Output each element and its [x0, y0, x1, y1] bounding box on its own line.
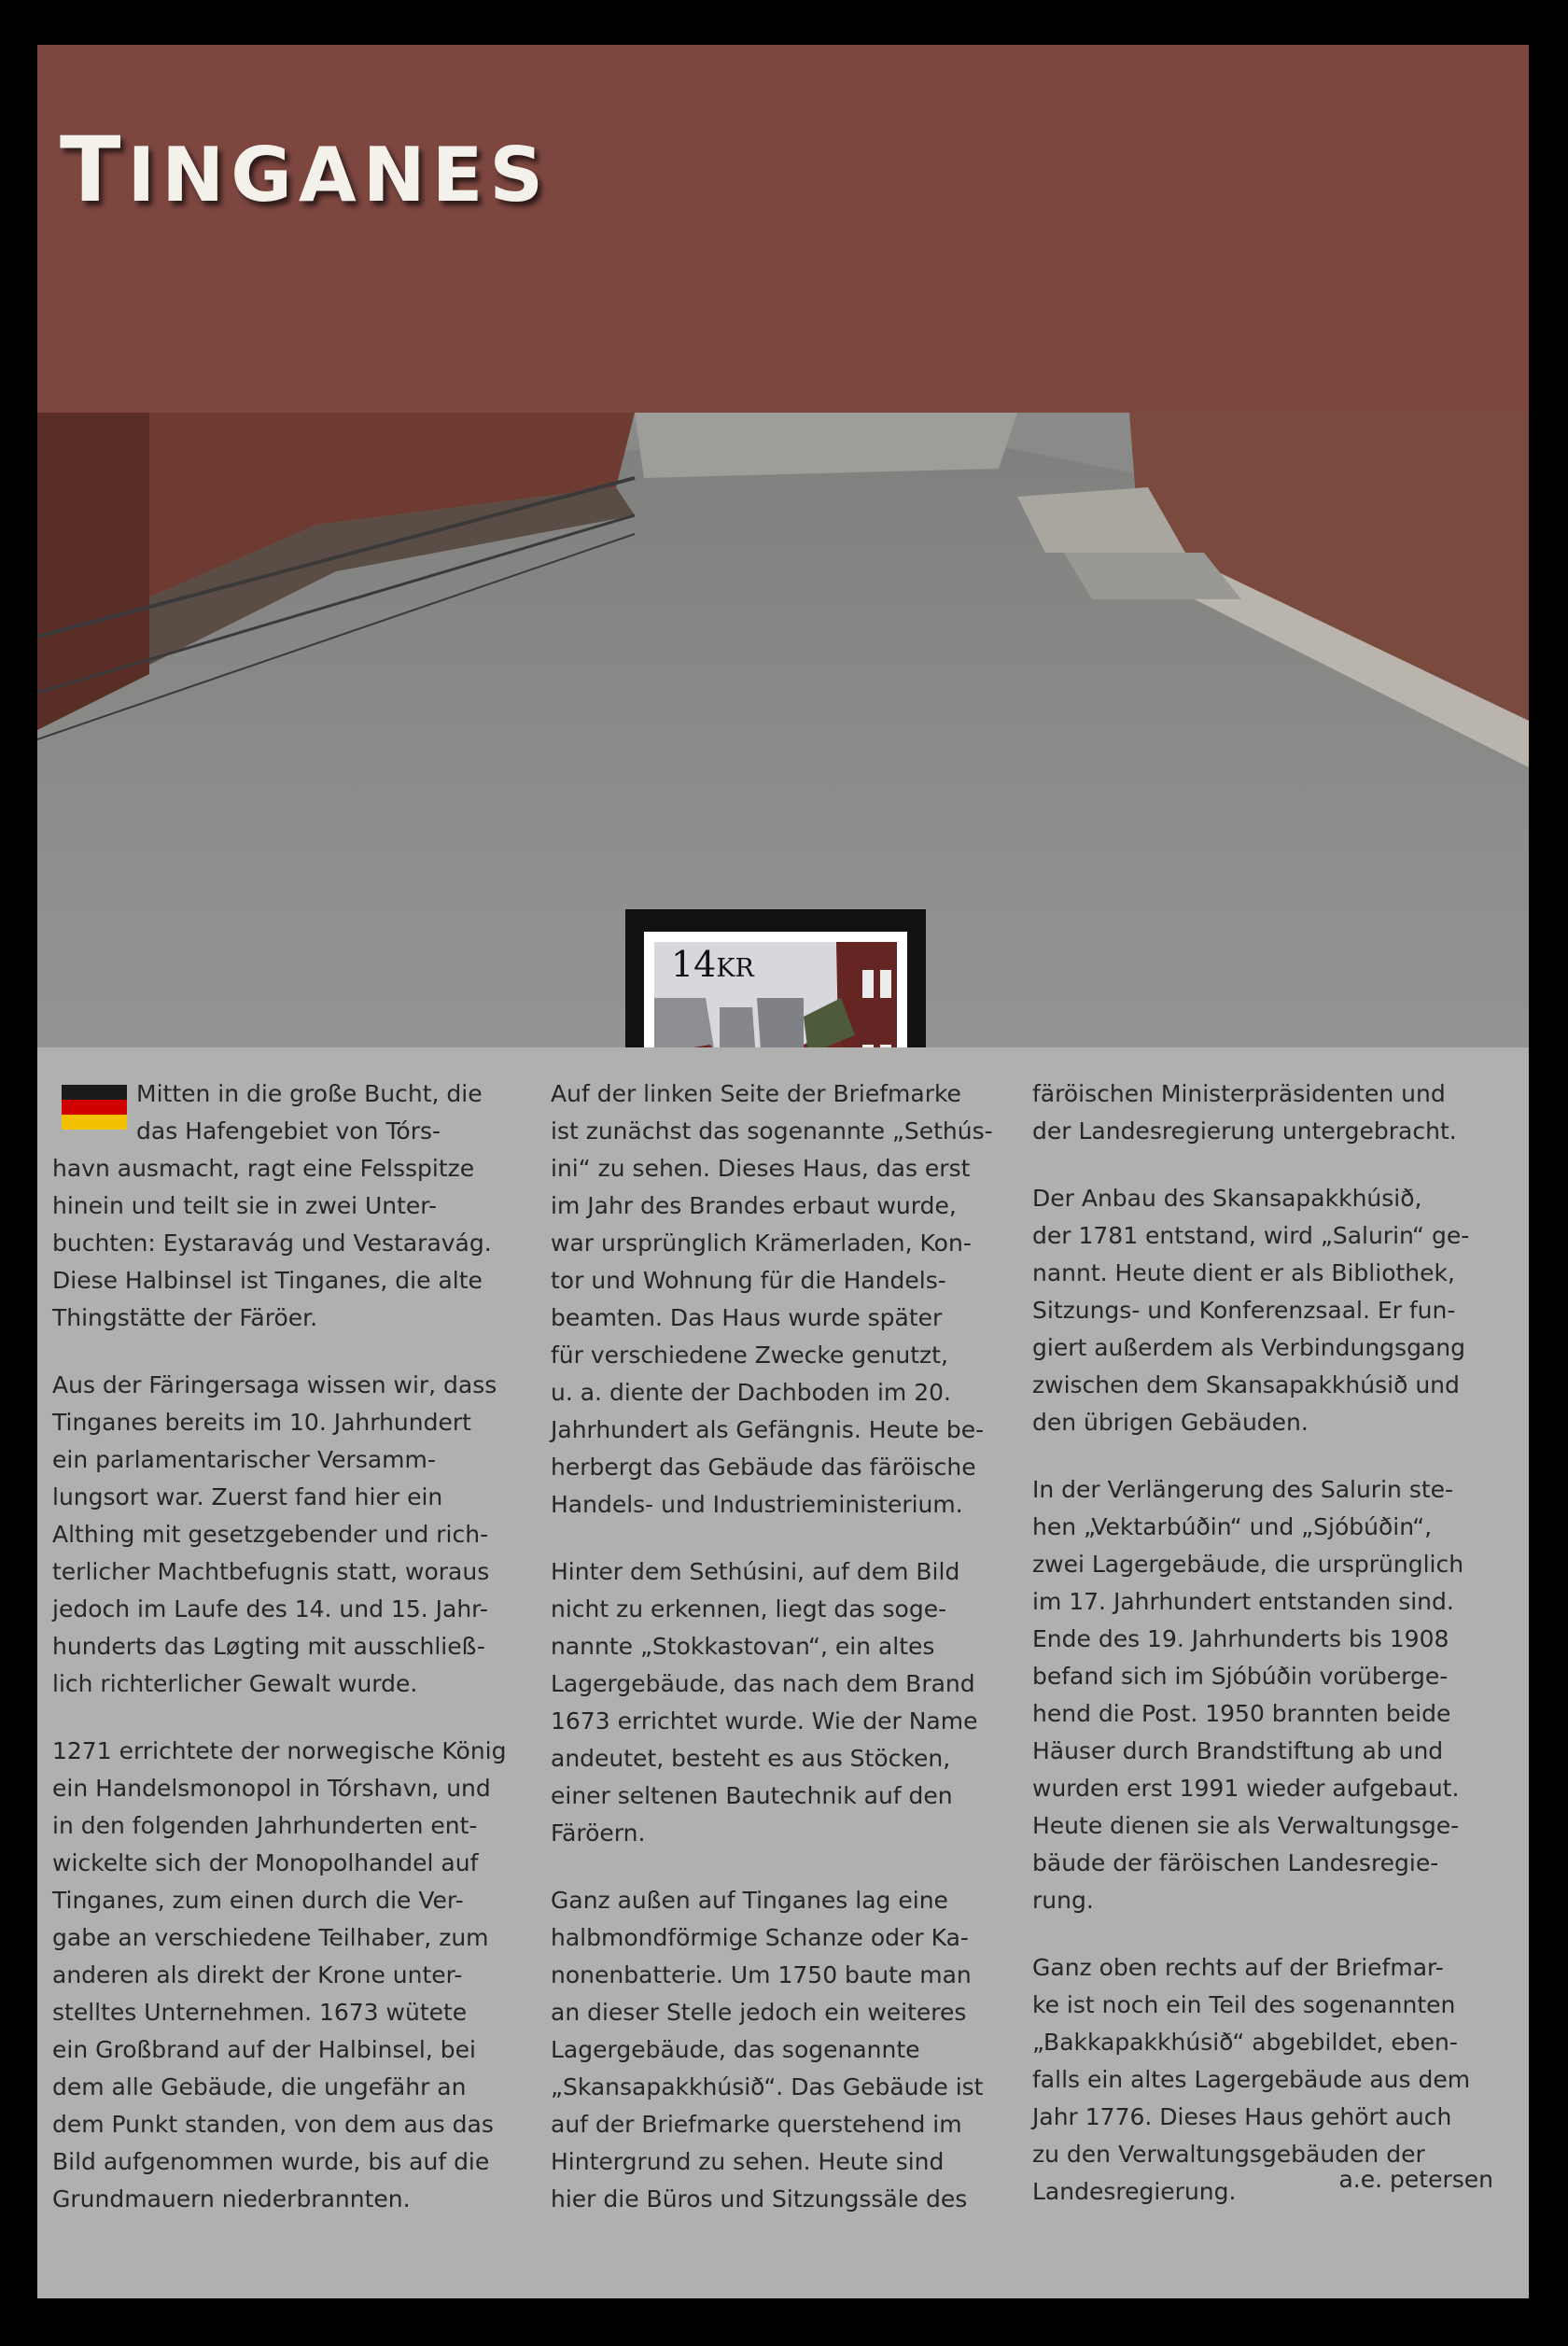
text-line: buchten: Eystaravág und Vestaravág. — [52, 1229, 492, 1257]
text-line: befand sich im Sjóbúðin vorüberge- — [1032, 1663, 1449, 1690]
text-line: Jahr 1776. Dieses Haus gehört auch — [1032, 2103, 1452, 2130]
text-line: ein Handelsmonopol in Tórshavn, und — [52, 1775, 491, 1802]
text-line: herbergt das Gebäude das färöische — [551, 1454, 976, 1481]
text-line: im 17. Jahrhundert entstanden sind. — [1032, 1588, 1454, 1615]
stamp-value — [671, 944, 754, 985]
text-line: Diese Halbinsel ist Tinganes, die alte — [52, 1267, 483, 1294]
text-line: nonenbatterie. Um 1750 baute man — [551, 1961, 972, 1988]
text-line: tor und Wohnung für die Handels- — [551, 1267, 946, 1294]
stamp-mount — [625, 909, 926, 1047]
text-line: ein Großbrand auf der Halbinsel, bei — [52, 2036, 476, 2063]
text-line: Lagergebäude, das nach dem Brand — [551, 1670, 975, 1697]
text-line: u. a. diente der Dachboden im 20. — [551, 1379, 951, 1406]
text-line: einer seltenen Bautechnik auf den — [551, 1782, 953, 1809]
text-line: falls ein altes Lagergebäude aus dem — [1032, 2066, 1471, 2093]
stamp-value-number: 14 — [671, 944, 717, 985]
text-line: ein parlamentarischer Versamm- — [52, 1446, 436, 1473]
text-line: Heute dienen sie als Verwaltungsge- — [1032, 1812, 1460, 1839]
text-line: der Landesregierung untergebracht. — [1032, 1117, 1457, 1145]
text-line: Häuser durch Brandstiftung ab und — [1032, 1737, 1444, 1764]
text-line: auf der Briefmarke querstehend im — [551, 2111, 962, 2138]
text-line: nicht zu erkennen, liegt das soge- — [551, 1595, 947, 1623]
text-line: Landesregierung. — [1032, 2178, 1237, 2205]
text-line: an dieser Stelle jedoch ein weiteres — [551, 1999, 967, 2026]
text-line: zwei Lagergebäude, die ursprünglich — [1032, 1551, 1464, 1578]
text-line: Ende des 19. Jahrhunderts bis 1908 — [1032, 1625, 1449, 1652]
text-line: Auf der linken Seite der Briefmarke — [551, 1080, 961, 1107]
text-line: Handels- und Industrieministerium. — [551, 1491, 963, 1518]
page-title — [60, 118, 550, 222]
text-line: halbmondförmige Schanze oder Ka- — [551, 1924, 969, 1951]
text-line: den übrigen Gebäuden. — [1032, 1409, 1309, 1436]
text-line: nannt. Heute dient er als Bibliothek, — [1032, 1259, 1455, 1286]
text-line: Der Anbau des Skansapakkhúsið, — [1032, 1185, 1422, 1212]
text-line: Grundmauern niederbrannten. — [52, 2185, 411, 2213]
stamp-currency: KR — [716, 954, 754, 983]
text-line: Aus der Färingersaga wissen wir, dass — [52, 1371, 497, 1398]
text-line: nannte „Stokkastovan“, ein altes — [551, 1633, 935, 1660]
text-line: der 1781 entstand, wird „Salurin“ ge- — [1032, 1222, 1470, 1249]
background-photo — [37, 413, 1529, 1047]
text-line: Tinganes bereits im 10. Jahrhundert — [52, 1409, 471, 1436]
title-rest: INGANES — [127, 132, 550, 218]
text-line: 1271 errichtete der norwegische König — [52, 1737, 507, 1764]
paragraph — [551, 1882, 1017, 2218]
text-line: ke ist noch ein Teil des sogenannten — [1032, 1991, 1456, 2018]
text-line: bäude der färöischen Landesregie- — [1032, 1849, 1439, 1876]
text-line: dem Punkt standen, von dem aus das — [52, 2111, 494, 2138]
text-line: gabe an verschiedene Teilhaber, zum — [52, 1924, 489, 1951]
text-line: anderen als direkt der Krone unter- — [52, 1961, 463, 1988]
text-line: „Skansapakkhúsið“. Das Gebäude ist — [551, 2073, 984, 2100]
text-line: terlicher Machtbefugnis statt, woraus — [52, 1558, 490, 1585]
text-line: andeutet, besteht es aus Stöcken, — [551, 1745, 951, 1772]
text-line: 1673 errichtet wurde. Wie der Name — [551, 1707, 978, 1735]
text-line: hen „Vektarbúðin“ und „Sjóbúðin“, — [1032, 1513, 1433, 1540]
text-line: Hintergrund zu sehen. Heute sind — [551, 2148, 945, 2175]
text-line: wurden erst 1991 wieder aufgebaut. — [1032, 1775, 1460, 1802]
text-line: Ganz außen auf Tinganes lag eine — [551, 1887, 948, 1914]
text-line: stelltes Unternehmen. 1673 wütete — [52, 1999, 468, 2026]
text-line: Hinter dem Sethúsini, auf dem Bild — [551, 1558, 960, 1585]
text-line: Thingstätte der Färöer. — [52, 1304, 318, 1331]
text-line: „Bakkapakkhúsið“ abgebildet, eben- — [1032, 2029, 1458, 2056]
text-line: war ursprünglich Krämerladen, Kon- — [551, 1229, 972, 1257]
text-line: havn ausmacht, ragt eine Felsspitze — [52, 1155, 475, 1182]
title-banner — [37, 45, 1529, 413]
paragraph — [1032, 1471, 1499, 1919]
text-line: färöischen Ministerpräsidenten und — [1032, 1080, 1446, 1107]
text-line: In der Verlängerung des Salurin ste- — [1032, 1476, 1454, 1503]
text-line: für verschiedene Zwecke genutzt, — [551, 1342, 948, 1369]
text-line: Tinganes, zum einen durch die Ver- — [52, 1887, 464, 1914]
text-column-3 — [1032, 1075, 1499, 2241]
text-line: beamten. Das Haus wurde später — [551, 1304, 943, 1331]
text-line: jedoch im Laufe des 14. und 15. Jahr- — [52, 1595, 488, 1623]
paragraph — [52, 1733, 519, 2218]
text-line: hinein und teilt sie in zwei Unter- — [52, 1192, 437, 1219]
text-line: wickelte sich der Monopolhandel auf — [52, 1849, 479, 1876]
paragraph — [52, 1075, 519, 1337]
text-line: das Hafengebiet von Tórs- — [136, 1117, 441, 1145]
text-line: rung. — [1032, 1887, 1094, 1914]
text-line: Bild aufgenommen wurde, bis auf die — [52, 2148, 490, 2175]
stamp-picture — [654, 942, 897, 1047]
text-column-1 — [52, 1075, 519, 2248]
text-line: Althing mit gesetzgebender und rich- — [52, 1521, 489, 1548]
text-line: hend die Post. 1950 brannten beide — [1032, 1700, 1451, 1727]
text-line: zu den Verwaltungsgebäuden der — [1032, 2141, 1425, 2168]
paragraph — [551, 1075, 1017, 1524]
text-line: Ganz oben rechts auf der Briefmar- — [1032, 1954, 1444, 1981]
paragraph — [1032, 1075, 1499, 1150]
paragraph — [52, 1367, 519, 1703]
paragraph — [551, 1553, 1017, 1852]
text-line: hunderts das Løgting mit ausschließ- — [52, 1633, 485, 1660]
text-line: Jahrhundert als Gefängnis. Heute be- — [551, 1416, 985, 1443]
text-line: dem alle Gebäude, die ungefähr an — [52, 2073, 467, 2100]
title-initial: T — [60, 118, 128, 222]
text-line: giert außerdem als Verbindungsgang — [1032, 1334, 1465, 1361]
text-line: Lagergebäude, das sogenannte — [551, 2036, 920, 2063]
text-line: lich richterlicher Gewalt wurde. — [52, 1670, 418, 1697]
text-column-2 — [551, 1075, 1017, 2248]
postage-stamp — [644, 932, 907, 1047]
text-line: lungsort war. Zuerst fand hier ein — [52, 1483, 443, 1510]
text-line: hier die Büros und Sitzungssäle des — [551, 2185, 968, 2213]
paragraph — [1032, 1180, 1499, 1441]
text-line: Sitzungs- und Konferenzsaal. Er fun- — [1032, 1297, 1456, 1324]
author-signature: a.e. petersen — [1338, 2166, 1493, 2193]
text-line: im Jahr des Brandes erbaut wurde, — [551, 1192, 957, 1219]
text-line: ini“ zu sehen. Dieses Haus, das erst — [551, 1155, 971, 1182]
text-line: ist zunächst das sogenannte „Sethús- — [551, 1117, 993, 1145]
text-line: Mitten in die große Bucht, die — [136, 1080, 483, 1107]
album-page — [37, 45, 1529, 2298]
text-line: in den folgenden Jahrhunderten ent- — [52, 1812, 478, 1839]
text-area — [37, 1047, 1529, 2298]
text-line: Färöern. — [551, 1819, 646, 1847]
text-line: zwischen dem Skansapakkhúsið und — [1032, 1371, 1460, 1398]
